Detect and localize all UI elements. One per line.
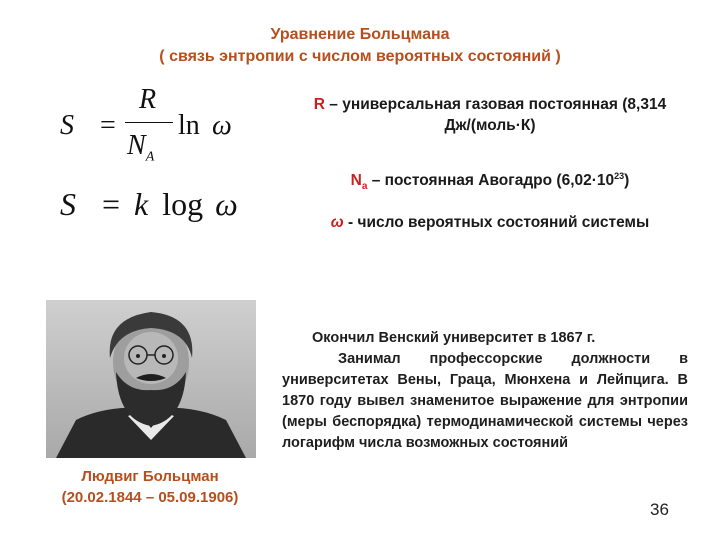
formula1-var: ω xyxy=(212,110,232,141)
formula2-equals: = xyxy=(102,186,121,222)
definition-omega xyxy=(300,212,680,233)
portrait-dates: (20.02.1844 – 05.09.1906) xyxy=(61,489,239,506)
slide-subtitle: ( связь энтропии с числом вероятных состояний ) xyxy=(159,48,561,65)
formula-entropy-log xyxy=(60,186,238,223)
formula2-coef: k xyxy=(134,186,149,222)
omega-text: - число вероятных состояний системы xyxy=(343,214,650,231)
biography-text xyxy=(282,328,688,454)
omega-symbol: ω xyxy=(330,214,344,231)
fraction-bar xyxy=(125,122,173,123)
na-text: – постоянная Авогадро (6,02·10 xyxy=(367,172,615,190)
formula1-lhs: S xyxy=(60,110,74,141)
boltzmann-portrait xyxy=(46,300,256,458)
portrait-image xyxy=(46,300,256,458)
formula1-denominator: $N_A$ xyxy=(127,130,155,165)
na-exponent: 23 xyxy=(614,171,625,181)
portrait-name: Людвиг Больцман xyxy=(81,468,219,485)
bio-body: Занимал профессорские должности в университетах Вены, Граца, Мюнхена и Лейпцига. В 1870 году вывел знаменитое выражение для энтропии (меры беспорядка) термодинамической системы через логарифм числа возможных состояний xyxy=(282,351,688,451)
bio-line1: Окончил Венский университет в 1867 г. xyxy=(312,330,596,346)
formula2-lhs: S xyxy=(60,186,76,222)
na-symbol: $N_a$ xyxy=(350,172,368,193)
page-number: 36 xyxy=(650,500,669,519)
formula2-func: log xyxy=(162,186,204,222)
formula1-numerator: R xyxy=(139,84,157,115)
definition-na: $N_a$ – постоянная Авогадро $(6,02\cdot 10^{23})$ xyxy=(350,171,630,193)
r-symbol: R xyxy=(313,96,325,113)
formula1-equals: = xyxy=(100,110,116,141)
slide-title: Уравнение Больцмана xyxy=(270,26,450,43)
definition-r xyxy=(300,94,680,136)
formula2-var: ω xyxy=(215,186,238,222)
r-text: – универсальная газовая постоянная (8,314 Дж/(моль·К) xyxy=(324,96,667,134)
formula1-func: ln xyxy=(178,110,200,141)
